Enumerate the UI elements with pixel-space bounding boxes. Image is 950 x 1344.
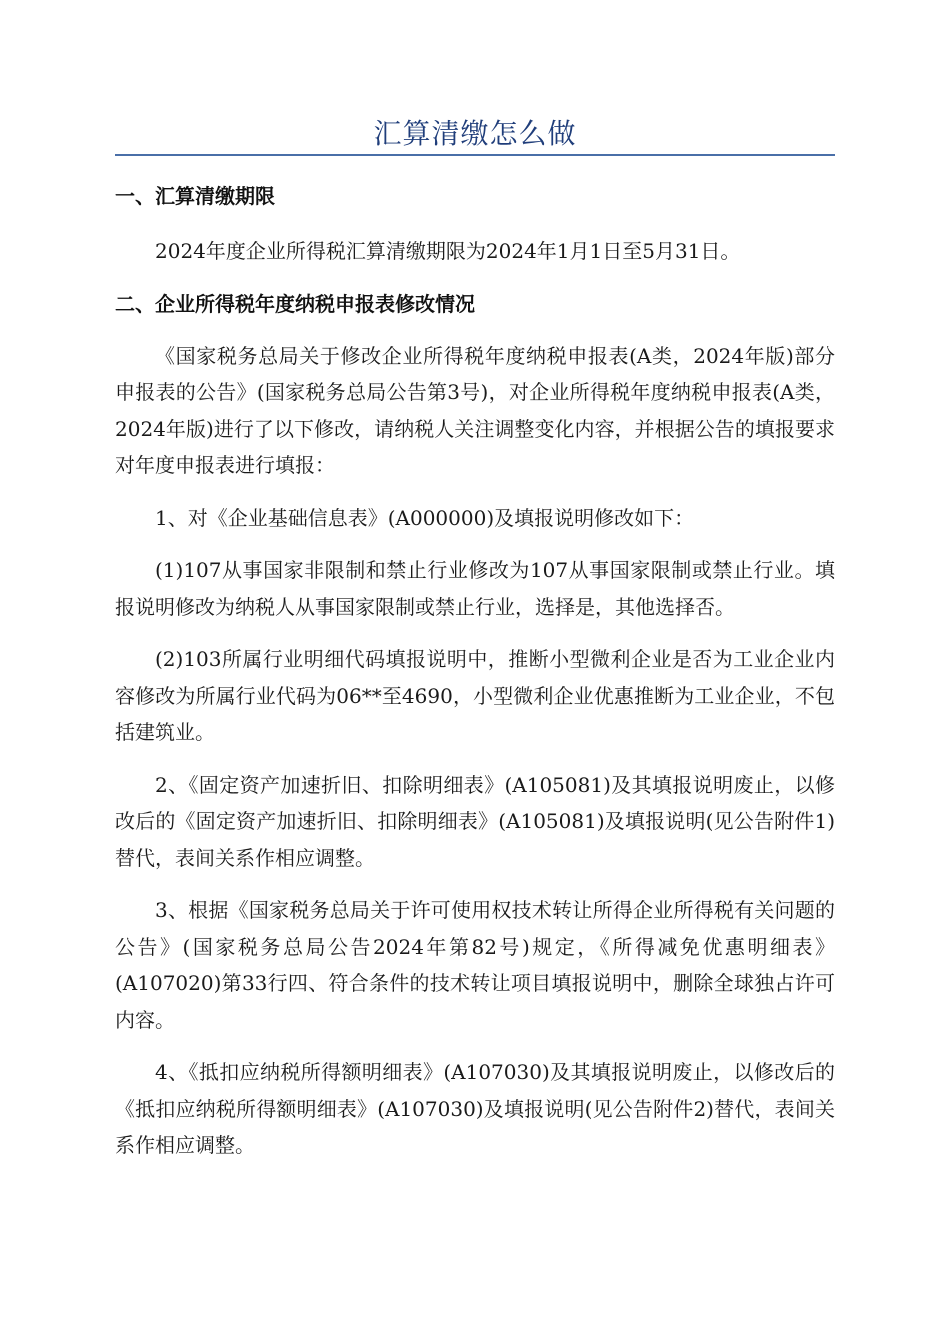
paragraph-item-2: 2、《固定资产加速折旧、扣除明细表》(A105081)及其填报说明废止，以修改后的《固定资产加速折旧、扣除明细表》(A105081)及填报说明(见公告附件1)替代，表间关系作相应调整。 — [115, 772, 835, 870]
section-heading-deadline: 一、汇算清缴期限 — [115, 184, 275, 208]
title-divider — [115, 154, 835, 156]
paragraph-item-1-2: (2)103所属行业明细代码填报说明中，推断小型微利企业是否为工业企业内容修改为所属行业代码为06**至4690，小型微利企业优惠推断为工业企业，不包括建筑业。 — [115, 647, 835, 744]
paragraph-item-1-1: (1)107从事国家非限制和禁止行业修改为107从事国家限制或禁止行业。填报说明修改为纳税人从事国家限制或禁止行业，选择是，其他选择否。 — [115, 558, 835, 619]
document-body — [115, 178, 835, 1164]
paragraph-item-1: 1、对《企业基础信息表》(A000000)及填报说明修改如下： — [155, 505, 695, 530]
paragraph-announcement: 《国家税务总局关于修改企业所得税年度纳税申报表(A类，2024年版)部分申报表的公告》(国家税务总局公告第3号)，对企业所得税年度纳税申报表(A类，2024年版)进行了以下修改，请纳税人关注调整变化内容，并根据公告的填报要求对年度申报表进行填报： — [115, 343, 835, 477]
document-title: 汇算清缴怎么做 — [373, 117, 577, 150]
section-heading-form-changes: 二、企业所得税年度纳税申报表修改情况 — [115, 291, 475, 316]
paragraph-deadline: 2024年度企业所得税汇算清缴期限为2024年1月1日至5月31日。 — [155, 239, 741, 263]
paragraph-item-3: 3、根据《国家税务总局关于许可使用权技术转让所得企业所得税有关问题的公告》(国家税务总局公告2024年第82号)规定，《所得减免优惠明细表》(A107020)第33行四、符合条件的技术转让项目填报说明中，删除全球独占许可内容。 — [115, 898, 835, 1032]
paragraph-item-4: 4、《抵扣应纳税所得额明细表》(A107030)及其填报说明废止，以修改后的《抵扣应纳税所得额明细表》(A107030)及填报说明(见公告附件2)替代，表间关系作相应调整。 — [115, 1060, 835, 1157]
